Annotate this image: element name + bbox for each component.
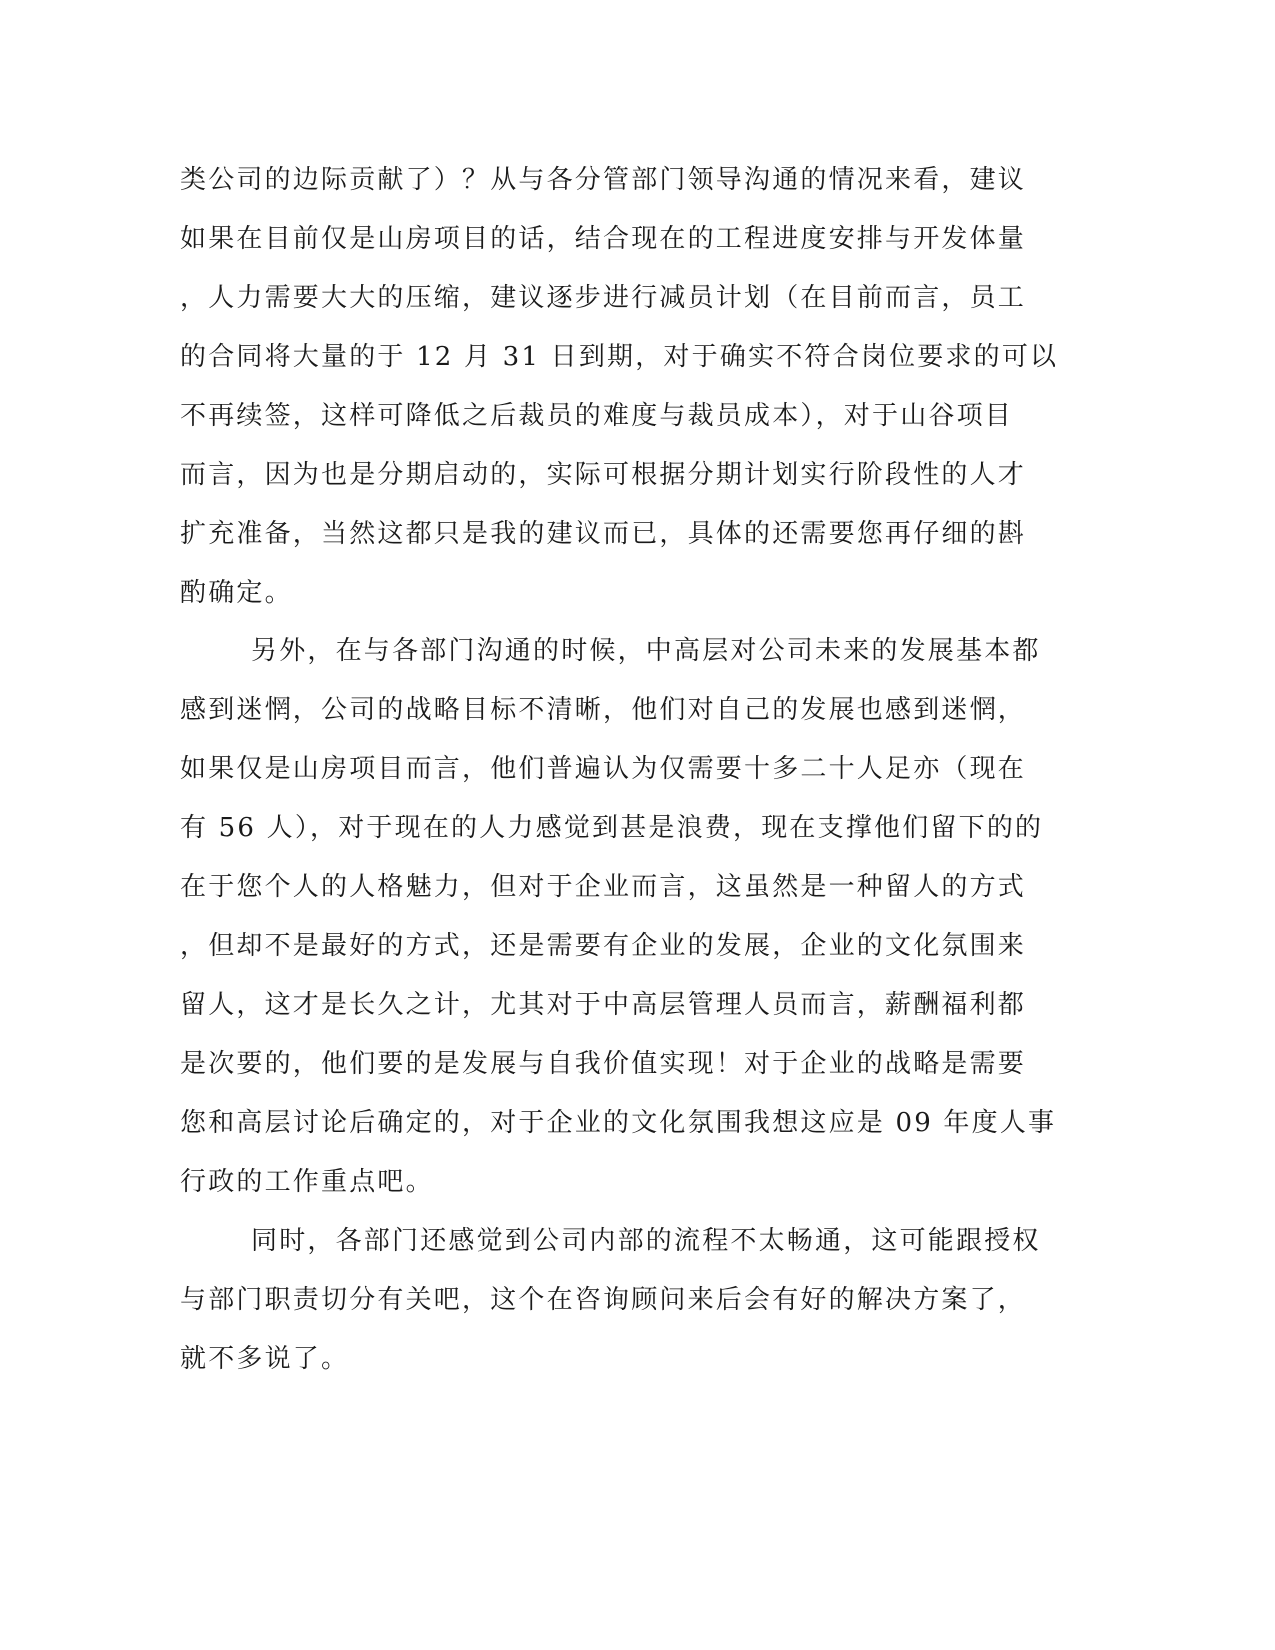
text-line: 的合同将大量的于 12 月 31 日到期，对于确实不符合岗位要求的可以 <box>180 342 1059 372</box>
text-line: ，人力需要大大的压缩，建议逐步进行减员计划（在目前而言，员工 <box>180 283 1027 313</box>
text-line: 感到迷惘，公司的战略目标不清晰，他们对自己的发展也感到迷惘， <box>180 695 1027 725</box>
text-line: 而言，因为也是分期启动的，实际可根据分期计划实行阶段性的人才 <box>180 460 1027 490</box>
text-line: 留人，这才是长久之计，尤其对于中高层管理人员而言，薪酬福利都 <box>180 990 1027 1020</box>
text-line: 如果仅是山房项目而言，他们普遍认为仅需要十多二十人足亦（现在 <box>180 754 1027 784</box>
text-line: 有 56 人），对于现在的人力感觉到甚是浪费，现在支撑他们留下的的 <box>180 813 1044 843</box>
text-line: 行政的工作重点吧。 <box>180 1167 434 1197</box>
text-line: 类公司的边际贡献了）？从与各分管部门领导沟通的情况来看，建议 <box>180 165 1027 195</box>
text-line: 就不多说了。 <box>180 1344 350 1374</box>
text-line: 在于您个人的人格魅力，但对于企业而言，这虽然是一种留人的方式 <box>180 872 1027 902</box>
text-line: 是次要的，他们要的是发展与自我价值实现！对于企业的战略是需要 <box>180 1049 1027 1079</box>
text-line: 酌确定。 <box>180 578 293 608</box>
text-line: 与部门职责切分有关吧，这个在咨询顾问来后会有好的解决方案了， <box>180 1285 1027 1315</box>
text-line: 不再续签，这样可降低之后裁员的难度与裁员成本），对于山谷项目 <box>180 401 1014 431</box>
text-line: 您和高层讨论后确定的，对于企业的文化氛围我想这应是 09 年度人事 <box>180 1108 1057 1138</box>
text-line: ，但却不是最好的方式，还是需要有企业的发展，企业的文化氛围来 <box>180 931 1027 961</box>
paragraph-first-line: 另外，在与各部门沟通的时候，中高层对公司未来的发展基本都 <box>251 636 1041 666</box>
text-line: 扩充准备，当然这都只是我的建议而已，具体的还需要您再仔细的斟 <box>180 519 1027 549</box>
text-line: 如果在目前仅是山房项目的话，结合现在的工程进度安排与开发体量 <box>180 224 1027 254</box>
paragraph-first-line: 同时，各部门还感觉到公司内部的流程不太畅通，这可能跟授权 <box>251 1226 1041 1256</box>
